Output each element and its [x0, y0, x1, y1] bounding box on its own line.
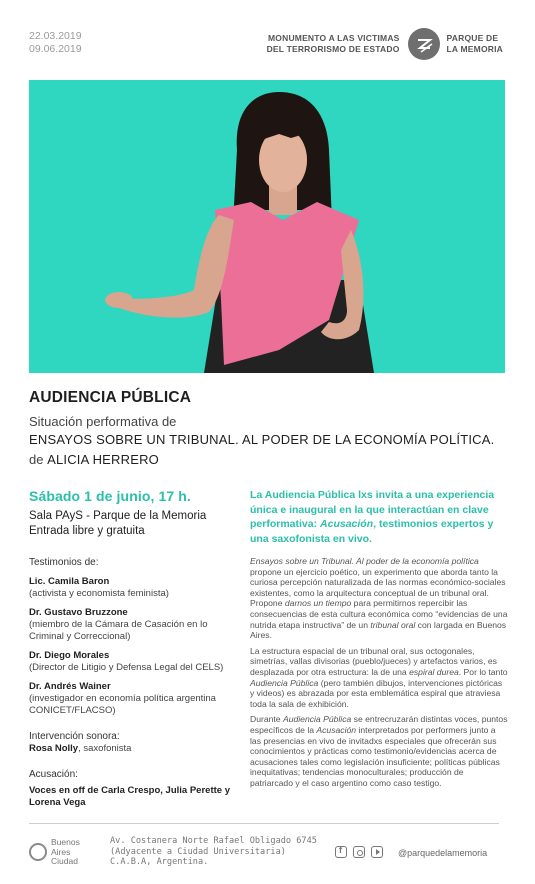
p2-text-1: La estructura espacial de un tribunal oral, sus octogonales, simetrías, vallas divisorias (pueblo/jueces) y artefactos varios, es desplazada por otra estructura: la de una — [250, 645, 497, 677]
city-logo-line-2: Aires — [51, 846, 71, 857]
work-title: ENSAYOS SOBRE UN TRIBUNAL. AL PODER DE LA ECONOMÍA POLÍTICA. — [29, 432, 495, 447]
p2-text-2: . Por lo tanto — [458, 666, 508, 677]
testimonios-label: Testimonios de: — [29, 557, 99, 568]
p3-italic-2: Acusación — [316, 724, 357, 735]
saxophonist-role: , saxofonista — [78, 743, 132, 754]
p3-italic-1: Audiencia Pública — [282, 714, 352, 725]
venue-info — [29, 509, 206, 539]
venue-name: Sala PAyS - Parque de la Memoria — [29, 510, 207, 522]
p1-italic-1: Ensayos sobre un Tribunal. Al poder de la economía política — [250, 556, 479, 566]
artist-prefix: de — [29, 452, 44, 467]
event-date: Sábado 1 de junio, 17 h. — [29, 488, 191, 504]
end-date: 09.06.2019 — [29, 43, 82, 55]
performer-illustration — [29, 80, 505, 373]
artist-line — [29, 452, 159, 467]
testimony-desc: (miembro de la Cámara de Casación en lo Criminal y Correccional) — [29, 619, 208, 642]
event-title: AUDIENCIA PÚBLICA — [29, 389, 192, 406]
p2-italic-2: Audiencia Pública — [250, 677, 319, 688]
acusacion-label: Acusación: — [29, 769, 78, 780]
social-handle[interactable]: @parquedelamemoria — [398, 848, 488, 858]
saxophonist-name: Rosa Nolly — [29, 743, 79, 754]
description-paragraph-2 — [250, 646, 508, 710]
invite-part-1: La Audiencia Pública lxs invita a una experiencia única e inaugural en la que interactúan en clave performativa: — [250, 489, 495, 530]
brand-left-line-2: DEL TERRORISMO DE ESTADO — [266, 44, 400, 54]
start-date: 22.03.2019 — [29, 30, 82, 42]
testimony-name: Dr. Diego Morales — [29, 650, 110, 661]
description-paragraph-3 — [250, 714, 508, 788]
invitation-text — [250, 488, 508, 546]
credits-column — [29, 557, 239, 809]
venue-address — [110, 836, 317, 868]
testimony-name: Lic. Camila Baron — [29, 576, 110, 587]
invite-italic: Acusación — [320, 518, 374, 530]
exhibition-dates — [29, 30, 82, 56]
brand-right-line-1: PARQUE DE — [446, 33, 499, 43]
testimony-item — [29, 681, 239, 717]
description-column — [250, 556, 508, 793]
testimony-name: Dr. Gustavo Bruzzone — [29, 607, 128, 618]
youtube-icon[interactable] — [371, 846, 383, 858]
testimony-desc: (activista y economista feminista) — [29, 588, 169, 599]
testimony-name: Dr. Andrés Wainer — [29, 681, 111, 692]
address-line-2: (Adyacente a Ciudad Universitaria) — [110, 846, 286, 857]
testimony-item — [29, 576, 239, 600]
institution-brand — [267, 28, 503, 60]
p1-text-2: para permitirnos repercibir las consecuencias de esta cultura económica como “evidencias de una nutrida etapa instructiva” de un — [250, 598, 508, 630]
instagram-icon[interactable] — [353, 846, 365, 858]
description-paragraph-1 — [250, 556, 508, 641]
p2-text-3: (pero también dibujos, intervenciones pictóricas y videos) es abrazada por esta emblemática espiral que atraviesa toda la sala de exhibición. — [250, 677, 503, 709]
brand-right-text — [447, 33, 503, 55]
brand-right-line-2: LA MEMORIA — [446, 44, 503, 54]
footer-divider — [29, 823, 499, 824]
social-icons — [335, 846, 389, 858]
invite-part-2: , testimonios expertos y una saxofonista en vivo. — [250, 518, 494, 545]
hero-photo — [29, 80, 505, 373]
facebook-icon[interactable] — [335, 846, 347, 858]
city-logo-text — [51, 838, 80, 867]
address-line-3: C.A.B.A, Argentina. — [110, 857, 209, 867]
testimony-desc: (Director de Litigio y Defensa Legal del CELS) — [29, 662, 224, 673]
p1-italic-2: darnos un tiempo — [284, 598, 352, 609]
address-line-1: Av. Costanera Norte Rafael Obligado 6745 — [110, 836, 317, 846]
testimony-item — [29, 650, 239, 674]
buenos-aires-ciudad-logo — [29, 838, 80, 867]
p3-text-1: Durante — [250, 714, 283, 725]
sound-intervention-label: Intervención sonora: — [29, 731, 120, 742]
p3-text-2: se entrecruzarán distintas voces, puntos específicos de la — [250, 714, 508, 735]
event-subtitle-intro: Situación performativa de — [29, 414, 177, 429]
acusacion-voices: Voces en off de Carla Crespo, Julia Perette y Lorena Vega — [29, 785, 230, 808]
admission-info: Entrada libre y gratuita — [29, 525, 145, 537]
parque-memoria-logo-icon — [408, 28, 440, 60]
artist-name: ALICIA HERRERO — [47, 452, 159, 467]
p1-italic-3: tribunal oral — [370, 619, 416, 630]
p1-text-1: propone un ejercicio poético, un experimento que aborda tanto la curiosa percepción naturalizada de las normas económico-sociales existentes, como la arquitectura conceptual de un tribunal oral. Propone — [250, 566, 506, 609]
brand-left-line-1: MONUMENTO A LAS VICTIMAS — [268, 33, 400, 43]
city-logo-line-1: Buenos — [51, 837, 80, 847]
sound-intervention — [29, 743, 239, 755]
brand-left-text — [267, 33, 400, 55]
p2-italic-1: espiral durea — [409, 666, 459, 677]
p3-text-3: interpretados por performers junto a las presencias en vivo de invitadxs especiales que ofrecerán sus conocimientos y prácticas como testimonio/evidencias acerca de acusaciones tales como legislación insuficiente; políticas públicas inequitativas; tendencias monoculturales; producción de patriarcado y el caso argentino como caso testigo. — [250, 724, 500, 788]
p1-text-3: con largada en Buenos Aires. — [250, 619, 507, 641]
testimony-desc: (investigador en economía política argentina CONICET/FLACSO) — [29, 693, 216, 716]
city-logo-line-3: Ciudad — [51, 856, 78, 866]
testimony-item — [29, 607, 239, 643]
city-logo-icon — [29, 843, 47, 861]
